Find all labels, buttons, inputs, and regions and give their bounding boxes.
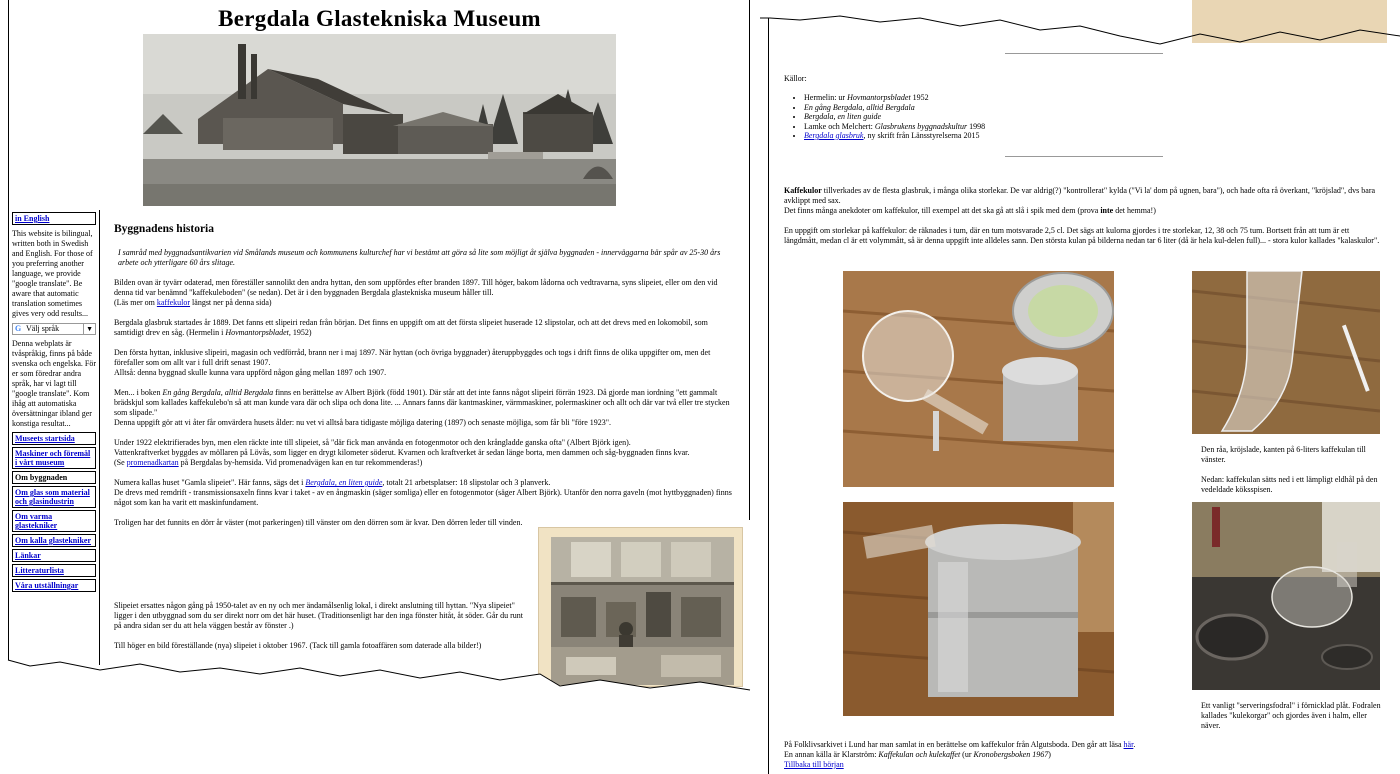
sidebar-nav-item[interactable]: Om varma glastekniker [12,510,96,532]
page-border [749,0,750,520]
sidebar-nav-item[interactable]: Museets startsida [12,432,96,445]
paragraph: Under 1922 elektrifierades byn, men elen räckte inte till slipeiet, så "där fick man använda en fotogenmotor och den krångladde ganska ofta" (Albert Björk igen). Vattenkraftverket byggdes av möllaren på Lövås, som ligger en drygt kilometer söderut. Kvarnen och kraftverket är sedan länge borta, men dammen och såg-byggnaden finns kvar. (Se promenadkartan på Bergdalas by-hemsida. Vid promenadvägen kan en tur rekommenderas!) [114,438,690,467]
sidebar-nav-item[interactable]: Om byggnaden [12,471,96,484]
sidebar [9,210,100,665]
source-item: • Lamke och Melchert: Glasbrukens byggnadskultur 1998 [804,122,1384,132]
photo-kaffekula-on-stove [1192,502,1380,690]
guide-link[interactable]: Bergdala, en liten guide [305,478,383,487]
paragraph: Kaffekulor tillverkades av de flesta glasbruk, i många olika storlekar. De var aldrig(?) "kontrollerat" kylda ("Vi la' dom på ugnen, bara"), och hade ofta rå överkant, "kröjslad", dvs bara avklippt med sax. Det finns många anekdoter om kaffekulor, till exempel att det ska gå att slå i spik med dem (prova inte det hemma!) [784,186,1376,215]
main-content [114,224,736,538]
intro-paragraph: I samråd med byggnadsantikvarien vid Smålands museum och kommunens kulturchef har vi bestämt att göra så lite som möjligt åt själva byggnaden - innerväggarna bär spår av 25-30 års arbete och ytterligare 60 års slitage. [118,248,721,267]
paragraph: Bilden ovan är tyvärr odaterad, men föreställer sannolikt den andra hyttan, den som uppfördes efter branden 1897. Till höger, bakom lådorna och vedtravarna, syns slipeiet, eller om den vid denna tid var benämnd "kaffekuleboden" (se nedan). Det är i den byggnaden Bergdala glastekniska museum håller till. (Läs mer om kaffekulor längst ner på denna sida) [114,278,718,307]
paragraph: Till höger en bild föreställande (nya) slipeiet i oktober 1967. (Tack till gamla fotoaffären som daterade alla bilder!) [114,641,482,650]
kaffekulor-section [784,186,1384,246]
google-icon: G [15,324,22,333]
sources-section [784,74,1384,141]
photo-kaffekula-edge [1192,271,1380,434]
source-item: • Hermelin: ur Hovmantorpsbladet 1952 [804,93,1384,103]
swedish-note: Denna webplats är tvåspråkig, finns på både svenska och engelska. För er som föredrar andra språk, har vi lagt till "google translate". Kom ihåg att automatiska översättningar ibland ger konstiga resultat... [12,339,96,428]
sidebar-nav [9,432,99,592]
footer-section [784,740,1384,770]
kaffekulor-link[interactable]: kaffekulor [156,298,191,307]
paragraph: På Folklivsarkivet i Lund har man samlat in en berättelse om kaffekulor från Algutsboda. Den går att läsa här. [784,740,1136,749]
paragraph: En annan källa är Klarström: Kaffekulan och kulekaffet (ur Kronobergsboken 1967) [784,750,1051,759]
torn-edge [760,0,1400,50]
photo-kaffekula-and-tin [843,271,1114,487]
source-item[interactable]: • Bergdala glasbruk, ny skrift från Länsstyrelserna 2015 [804,131,1384,141]
in-english-link[interactable]: in English [12,212,96,225]
divider [1005,53,1163,54]
photo-caption: Ett vanligt "serveringsfodral" i förnicklad plåt. Fodralen kallades "kulekorgar" och gjordes även i halm, eller näver. [1201,701,1381,730]
google-translate-select[interactable] [12,323,96,335]
photo-caption: Den råa, kröjslade, kanten på 6-liters kaffekulan till vänster. Nedan: kaffekulan sätts ned i ett lämpligt eldhål på den vedeldade köksspisen. [1201,445,1378,494]
torn-edge [0,640,760,700]
site-title: Bergdala Glastekniska Museum [218,6,541,31]
sidebar-nav-item[interactable]: Om kalla glastekniker [12,534,96,547]
hero-photo-glassworks [143,34,616,206]
sources-list [784,93,1384,141]
english-note: This website is bilingual, written both in Swedish and English. For those of you preferring another language, we provide "google translate". Be aware that automatic translation sometimes gives very odd results... [12,229,93,318]
translate-label: Välj språk [26,324,60,333]
folklivsarkivet-link[interactable]: här [1123,740,1134,749]
sidebar-nav-item[interactable]: Maskiner och föremål i vårt museum [12,447,96,469]
paragraph: Den första hyttan, inklusive slipeiri, magasin och vedförråd, brann ner i maj 1897. När hyttan (och övriga byggnader) återuppbyggdes och togs i drift finns de olika uppgifter om, men det förefaller som om allt var i full drift senast 1907. Alltså: denna byggnad skulle kunna vara uppförd någon gång mellan 1897 och 1907. [114,348,711,377]
chevron-down-icon: ▼ [83,324,93,334]
sidebar-nav-item[interactable]: Litteraturlista [12,564,96,577]
section-heading: Byggnadens historia [114,223,215,235]
sidebar-nav-item[interactable]: Om glas som material och glasindustrin [12,486,96,508]
source-link[interactable]: Bergdala glasbruk [804,131,864,140]
divider [1005,156,1163,157]
paragraph: Men... i boken En gång Bergdala, alltid Bergdala finns en berättelse av Albert Björk (född 1901). Där står att det inte fanns något slipeiri förrän 1923. Då gjorde man iordning "ett gammalt brädskjul som kallades kaffekulebo'n så att man kunde vara där och slipa och dona lite. ... Annars fanns där kantmaskiner, värmmaskiner, polermaskiner och allt och där var två eller tre stycken som slipade." Denna uppgift gör att vi åter får omvärdera husets ålder: nu vet vi alltså bara tidigaste möjliga datering (1897) och senaste möjliga, som får bli "före 1923". [114,388,730,427]
paragraph: Troligen har det funnits en dörr år väster (mot parkeringen) till vänster om den dörren som är kvar. Den dörren leder till vinden. [114,518,523,527]
paragraph: Bergdala glasbruk startades år 1889. Det fanns ett slipeiri redan från början. Det finns en uppgift om att det första slipeiet huserade 12 slipstolar, och att det drevs med en lokomobil, som samtidigt drev en såg. (Hermelin i Hovmantorpsbladet, 1952) [114,318,708,337]
source-item: • Bergdala, en liten guide [804,112,1384,122]
sidebar-nav-item[interactable]: Våra utställningar [12,579,96,592]
paragraph: Numera kallas huset "Gamla slipeiet". Här fanns, sägs det i Bergdala, en liten guide, totalt 21 arbetsplatser: 18 slipstolar och 3 planverk. De drevs med remdrift - transmissionsaxeln finns kvar i taket - av en ångmaskin (säger somliga) eller en fotogenmotor (säger Albert Björk). Utanför den norra gaveln (mot hyttbyggnaden) finns något som kan ha varit ett maskinfundament. [114,478,732,507]
source-item: • En gång Bergdala, alltid Bergdala [804,103,1384,113]
photo-serving-tin [843,502,1114,716]
paragraph: Slipeiet ersattes någon gång på 1950-talet av en ny och mer ändamålsenlig lokal, i direkt anslutning till hyttan. "Nya slipeiet" ligger i den utbyggnad som du ser direkt norr om det här huset. (Traditionsenligt har den inga fönster hitåt, åt söder. Går du runt på andra sidan ser du att hela väggen består av fönster .) [114,601,523,630]
sidebar-nav-item[interactable]: Länkar [12,549,96,562]
promenadkartan-link[interactable]: promenadkartan [126,458,179,467]
page-border [768,18,769,774]
back-to-top-link[interactable]: Tillbaka till början [784,760,844,769]
paragraph: En uppgift om storlekar på kaffekulor: de räknades i tum, där en tum motsvarade 2,5 cl. Det sägs att kulorna gjordes i tre storlekar, 12, 38 och 75 tum. Bortsett från att tum är ett längdmått, medan cl är ett volymmått, så är denna uppgift inte alldeles sann. Den största kulan på bilderna nedan tar 6 liter (då är hela kul-delen full)... - stora kulor kallades "kalaskulor". [784,226,1380,245]
sources-label: Källor: [784,74,807,83]
